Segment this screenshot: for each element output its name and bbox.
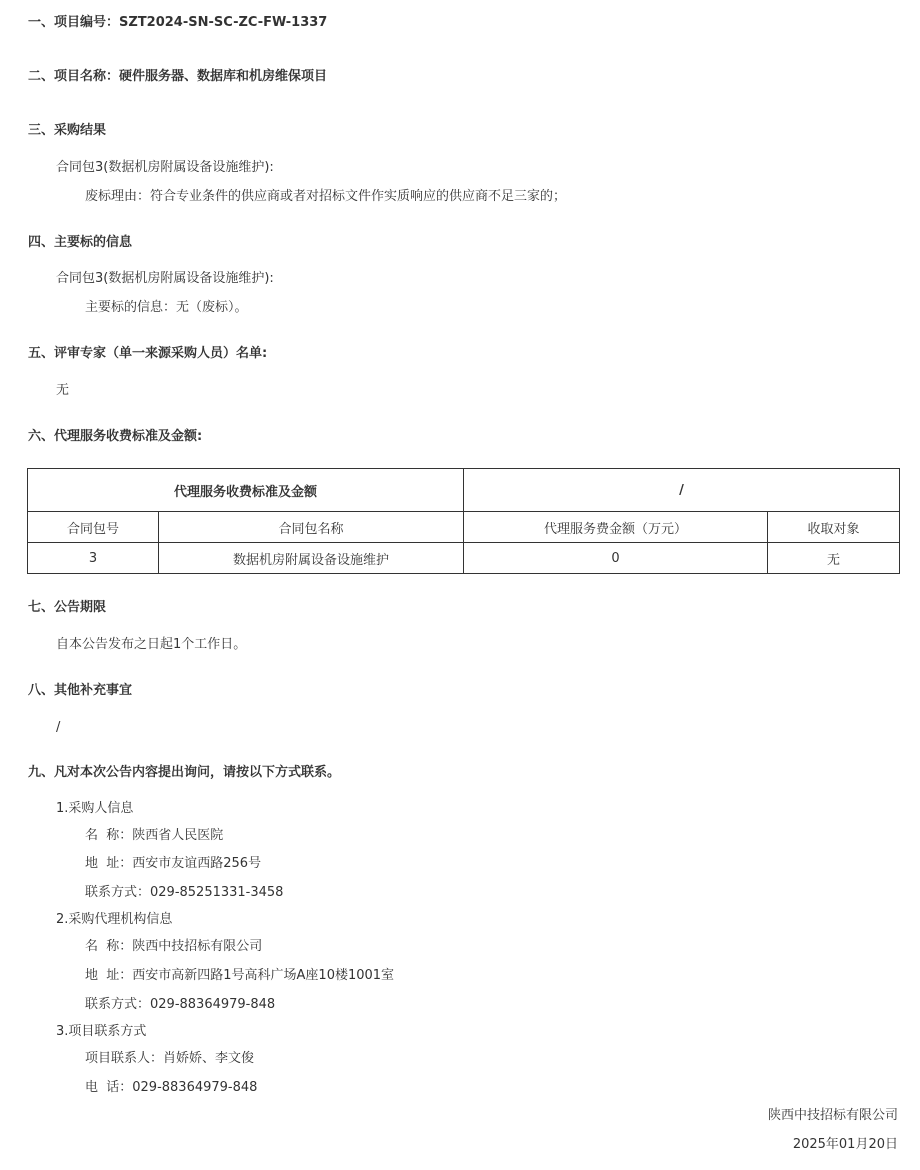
project-name: 二、项目名称：硬件服务器、数据库和机房维保项目 [28, 69, 328, 84]
purchaser-address: 地 址：西安市友谊西路256号 [85, 856, 262, 871]
other-value: / [56, 720, 61, 735]
table-header-cell: 合同包号 [28, 512, 159, 543]
main-info-package: 合同包3(数据机房附属设备设施维护): [56, 271, 274, 286]
main-info-detail: 主要标的信息：无（废标）。 [85, 300, 248, 315]
table-row [28, 543, 900, 574]
table-header-cell: 代理服务费金额（万元） [464, 512, 768, 543]
section-heading-main-info: 四、主要标的信息 [28, 235, 133, 250]
project-number: 一、项目编号：SZT2024-SN-SC-ZC-FW-1337 [28, 15, 328, 30]
section-heading-result: 三、采购结果 [28, 123, 107, 138]
table-cell: 无 [768, 543, 900, 574]
project-contact-phone: 电 话：029-88364979-848 [85, 1080, 258, 1095]
footer-date: 2025年01月20日 [792, 1137, 898, 1152]
agency-name: 名 称：陕西中技招标有限公司 [85, 939, 263, 954]
purchaser-name: 名 称：陕西省人民医院 [85, 828, 224, 843]
table-title-value-cell: / [464, 469, 900, 512]
project-contact-title: 3.项目联系方式 [56, 1024, 147, 1039]
table-header-row [28, 512, 900, 543]
purchaser-phone: 联系方式：029-85251331-3458 [85, 885, 284, 900]
table-title-row [28, 469, 900, 512]
table-header-cell: 合同包名称 [159, 512, 464, 543]
purchaser-title: 1.采购人信息 [56, 801, 134, 816]
agency-fee-table [27, 468, 900, 574]
period-value: 自本公告发布之日起1个工作日。 [56, 637, 247, 652]
footer-company: 陕西中技招标有限公司 [767, 1108, 898, 1123]
agency-title: 2.采购代理机构信息 [56, 912, 173, 927]
agency-phone: 联系方式：029-88364979-848 [85, 997, 276, 1012]
agency-address: 地 址：西安市高新四路1号高科广场A座10楼1001室 [85, 968, 395, 983]
table-cell: 数据机房附属设备设施维护 [159, 543, 464, 574]
table-cell: 0 [464, 543, 768, 574]
result-reason: 废标理由：符合专业条件的供应商或者对招标文件作实质响应的供应商不足三家的； [85, 189, 567, 204]
section-heading-experts: 五、评审专家（单一来源采购人员）名单: [28, 346, 268, 361]
section-heading-contact: 九、凡对本次公告内容提出询问，请按以下方式联系。 [28, 765, 341, 780]
table-title-cell: 代理服务收费标准及金额 [28, 469, 464, 512]
table-cell: 3 [28, 543, 159, 574]
result-package: 合同包3(数据机房附属设备设施维护): [56, 160, 274, 175]
experts-value: 无 [56, 383, 70, 398]
section-heading-agency-fee: 六、代理服务收费标准及金额: [28, 429, 203, 444]
project-contact-person: 项目联系人：肖娇娇、李文俊 [85, 1051, 255, 1066]
table-header-cell: 收取对象 [768, 512, 900, 543]
section-heading-period: 七、公告期限 [28, 600, 107, 615]
section-heading-other: 八、其他补充事宜 [28, 683, 133, 698]
